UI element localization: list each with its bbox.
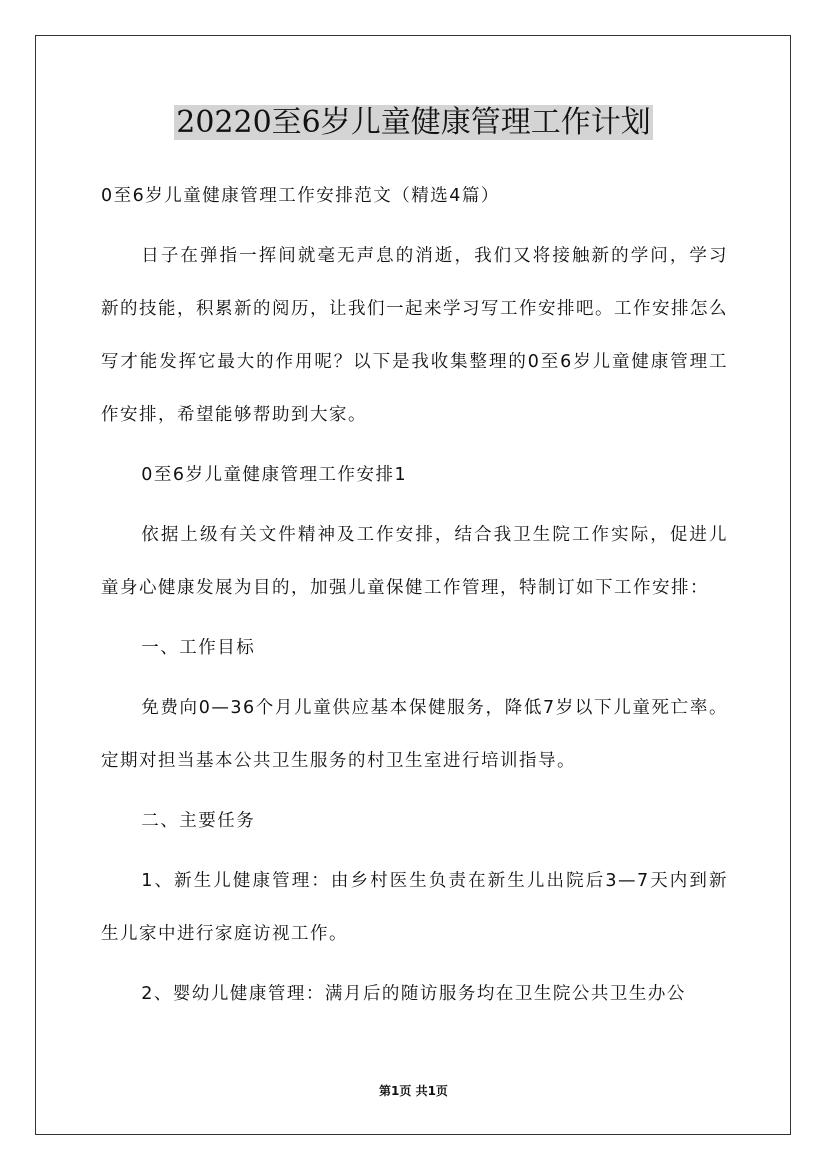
document-body (101, 170, 728, 1028)
page-title-text: 20220至6岁儿童健康管理工作计划 (176, 105, 651, 140)
paragraph-goal: 免费向0—36个月儿童供应基本保健服务，降低7岁以下儿童死亡率。定期对担当基本公共卫生服务的村卫生室进行培训指导。 (101, 698, 728, 771)
paragraph-intro: 日子在弹指一挥间就毫无声息的消逝，我们又将接触新的学问，学习新的技能，积累新的阅历，让我们一起来学习写工作安排吧。工作安排怎么写才能发挥它最大的作用呢？以下是我收集整理的0至6岁儿童健康管理工作安排，希望能够帮助到大家。 (101, 246, 728, 425)
paragraph-tasks-heading: 二、主要任务 (141, 811, 256, 831)
page-footer (0, 1082, 827, 1100)
page-number: 第1页 共1页 (379, 1084, 448, 1098)
paragraph-goal-heading: 一、工作目标 (141, 638, 256, 658)
page-title (0, 103, 827, 143)
paragraph-task-2: 2、婴幼儿健康管理：满月后的随访服务均在卫生院公共卫生办公 (141, 984, 686, 1004)
paragraph-basis: 依据上级有关文件精神及工作安排，结合我卫生院工作实际，促进儿童身心健康发展为目的，加强儿童保健工作管理，特制订如下工作安排： (101, 525, 728, 598)
paragraph-section-heading: 0至6岁儿童健康管理工作安排1 (141, 465, 408, 485)
paragraph-task-1: 1、新生儿健康管理：由乡村医生负责在新生儿出院后3—7天内到新生儿家中进行家庭访视工作。 (101, 871, 728, 944)
paragraph-subtitle: 0至6岁儿童健康管理工作安排范文（精选4篇） (101, 186, 500, 206)
